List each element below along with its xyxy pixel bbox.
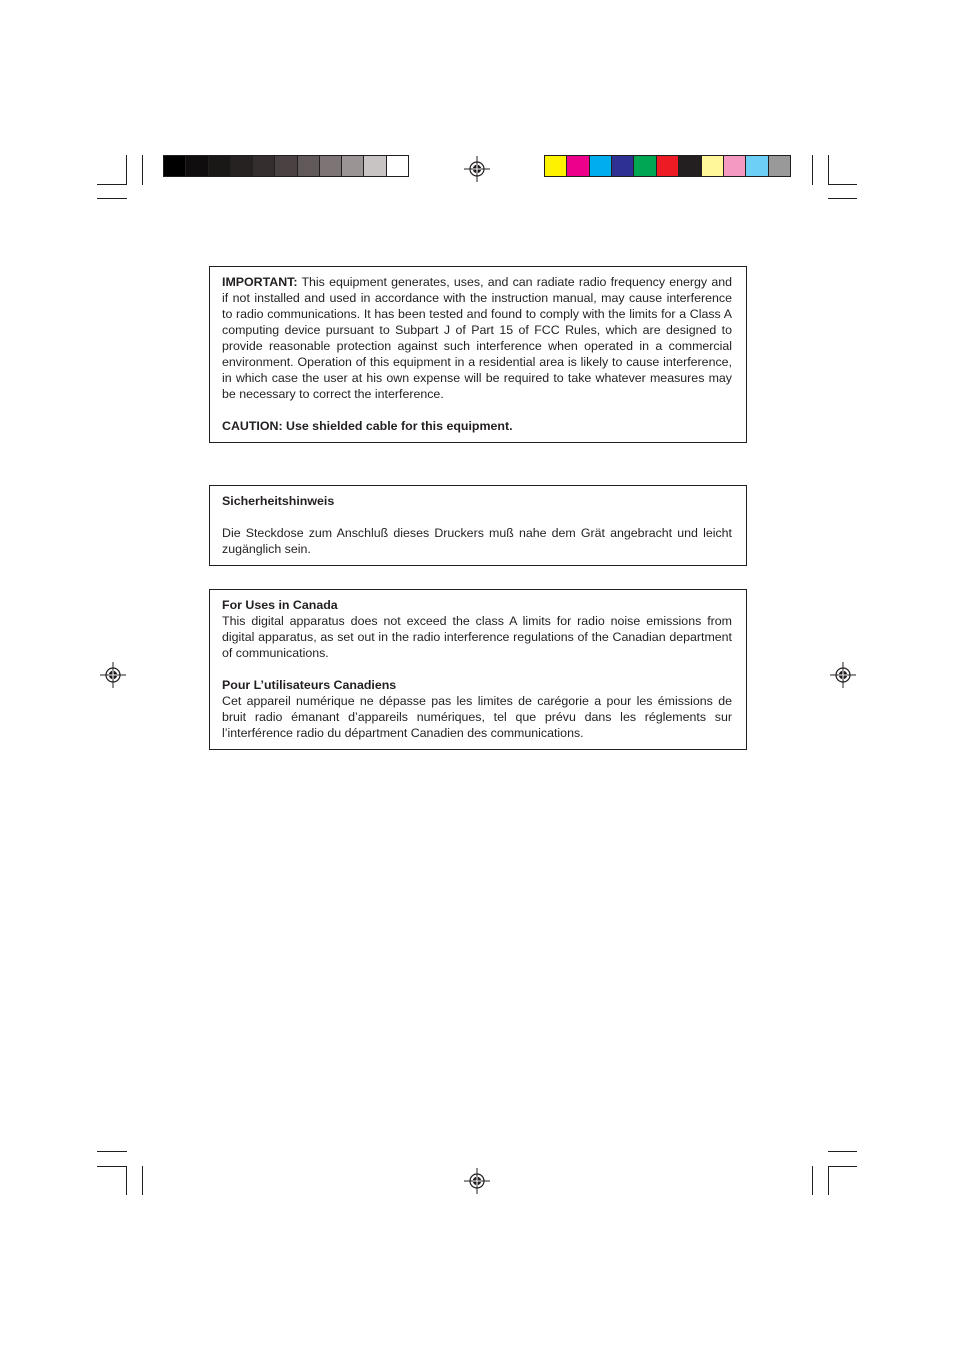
- grayscale-swatch: [274, 156, 296, 176]
- registration-target-icon: [464, 156, 490, 182]
- process-color-swatch: [566, 156, 588, 176]
- process-color-bar: [544, 155, 791, 177]
- registration-target-icon: [100, 662, 126, 688]
- important-label: IMPORTANT:: [222, 275, 298, 289]
- grayscale-swatch: [185, 156, 207, 176]
- process-color-swatch: [678, 156, 700, 176]
- crop-mark-top-left-horizontal-lower: [97, 198, 127, 199]
- fcc-important-notice-box: [209, 266, 747, 443]
- grayscale-swatch: [230, 156, 252, 176]
- crop-mark-top-right-vertical-outer: [812, 155, 813, 185]
- canada-notice-box: [209, 589, 747, 750]
- crop-mark-bottom-right-vertical-inner: [828, 1166, 829, 1195]
- canada-notice-fr-title: Pour L’utilisateurs Canadiens: [222, 678, 397, 692]
- crop-mark-bottom-left-vertical-inner: [126, 1166, 127, 1195]
- process-color-swatch: [701, 156, 723, 176]
- caution-statement: CAUTION: Use shielded cable for this equipment.: [222, 419, 513, 433]
- canada-notice-en-title: For Uses in Canada: [222, 598, 338, 612]
- grayscale-swatch: [386, 156, 408, 176]
- important-body: This equipment generates, uses, and can radiate radio frequency energy and if not installed and used in accordance with the instruction manual, may cause interference to radio communications. It has been tested and found to comply with the limits for a Class A computing device pursuant to Subpart J of Part 15 of FCC Rules, which are designed to provide reasonable protection against such interference when operated in a commercial environment. Operation of this equipment in a residential area is likely to cause interference, in which case the user at his own expense will be required to take whatever measures may be necessary to correct the interference.: [222, 275, 732, 401]
- crop-mark-bottom-left-horizontal-upper: [97, 1151, 127, 1152]
- safety-notice-title: Sicherheitshinweis: [222, 494, 335, 508]
- grayscale-swatch: [319, 156, 341, 176]
- crop-mark-bottom-left-vertical-outer: [142, 1166, 143, 1195]
- crop-mark-top-right-vertical-inner: [828, 155, 829, 185]
- crop-mark-bottom-right-horizontal-lower: [828, 1166, 857, 1167]
- grayscale-swatch: [208, 156, 230, 176]
- crop-mark-bottom-right-horizontal-upper: [828, 1151, 857, 1152]
- canada-notice-en-text: This digital apparatus does not exceed the class A limits for radio noise emissions from digital apparatus, as set out in the radio interference regulations of the Canadian department of communications.: [222, 614, 732, 660]
- grayscale-swatch: [341, 156, 363, 176]
- grayscale-swatch: [297, 156, 319, 176]
- grayscale-swatch: [164, 156, 185, 176]
- process-color-swatch: [589, 156, 611, 176]
- crop-mark-top-right-horizontal-lower: [828, 198, 857, 199]
- fcc-important-notice-text: [222, 274, 732, 402]
- process-color-swatch: [633, 156, 655, 176]
- crop-mark-top-right-horizontal-upper: [828, 184, 857, 185]
- crop-mark-top-left-vertical-inner: [126, 155, 127, 185]
- crop-mark-top-left-vertical-outer: [142, 155, 143, 185]
- process-color-swatch: [768, 156, 790, 176]
- registration-target-icon: [464, 1168, 490, 1194]
- grayscale-color-bar: [163, 155, 409, 177]
- process-color-swatch: [545, 156, 566, 176]
- safety-notice-text: Die Steckdose zum Anschluß dieses Druckers muß nahe dem Grät angebracht und leicht zugänglich sein.: [222, 526, 732, 556]
- process-color-swatch: [745, 156, 767, 176]
- process-color-swatch: [656, 156, 678, 176]
- grayscale-swatch: [252, 156, 274, 176]
- process-color-swatch: [611, 156, 633, 176]
- crop-mark-bottom-left-horizontal-lower: [97, 1166, 127, 1167]
- registration-target-icon: [830, 662, 856, 688]
- crop-mark-bottom-right-vertical-outer: [812, 1166, 813, 1195]
- safety-notice-box: [209, 485, 747, 566]
- process-color-swatch: [723, 156, 745, 176]
- crop-mark-top-left-horizontal-upper: [97, 184, 127, 185]
- canada-notice-fr-text: Cet appareil numérique ne dépasse pas les limites de carégorie a pour les émissions de bruit radio émanant d’appareils numériques, tel que prévu dans les réglements sur l’interférence radio du départment Canadien des communications.: [222, 694, 732, 740]
- grayscale-swatch: [363, 156, 385, 176]
